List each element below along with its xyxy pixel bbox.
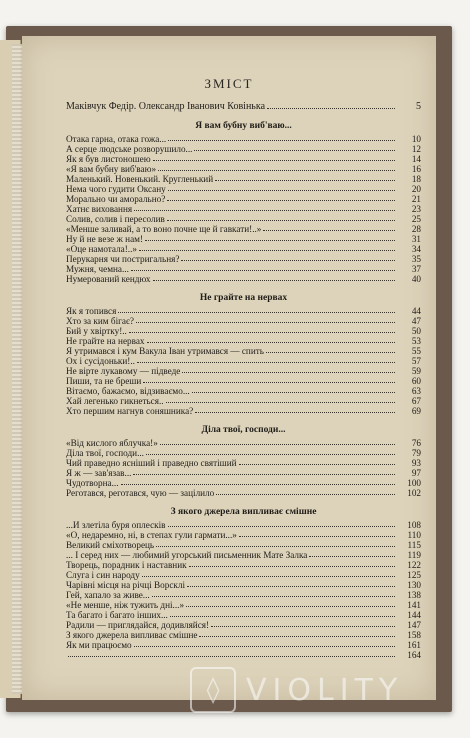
section-heading: Я вам бубну виб'ваю...	[195, 121, 292, 131]
toc-entry-page: 130	[407, 580, 421, 590]
toc-entry	[66, 366, 421, 376]
toc-entry-title: Бий у хвіртку!..	[66, 326, 127, 336]
watermark-text: VIOLITY	[246, 672, 404, 708]
toc-leader-dots	[195, 412, 395, 413]
toc-entry	[66, 100, 421, 112]
toc-entry-title: «Не менше, ніж тужить дні...»	[66, 600, 185, 610]
toc-entry-title: Хто першим нагнув соняшника?	[66, 406, 194, 416]
toc-entry	[66, 620, 421, 630]
toc-entry-title: Я утримався і кум Вакула Іван утримався — спить	[66, 346, 264, 356]
toc-leader-dots	[145, 240, 395, 241]
toc-entry	[66, 488, 421, 498]
toc-entry	[66, 244, 421, 254]
toc-entry-page: 97	[411, 468, 421, 478]
toc-entry-title: Великий сміхотворець	[66, 540, 155, 550]
toc-entry-page: 23	[411, 204, 421, 214]
toc-entry-title: «О, недаремно, ні, в степах гули гармати...»	[66, 530, 237, 540]
toc-leader-dots	[121, 484, 396, 485]
toc-entry-page: 5	[416, 101, 421, 112]
toc-entry-page: 108	[407, 520, 421, 530]
toc-entry	[66, 134, 421, 144]
toc-entry-page: 28	[411, 224, 421, 234]
toc-entry-page: 79	[411, 448, 421, 458]
toc-entry-title: Не вірте лукавому — підведе	[66, 366, 181, 376]
toc-entry	[66, 254, 421, 264]
toc-leader-dots	[266, 352, 395, 353]
toc-entry-page: 10	[411, 134, 421, 144]
toc-entry-title: Реготався, реготався, чую — зацілило	[66, 488, 215, 498]
toc-entry-title: Мужня, чемна...	[66, 264, 129, 274]
section-heading: Діла твої, господи...	[201, 425, 286, 435]
toc-entry-page: 125	[407, 570, 421, 580]
toc-entry	[66, 264, 421, 274]
toc-leader-dots	[187, 586, 395, 587]
toc-entry-title: Як ми працюємо	[66, 640, 132, 650]
toc-entry-page: 102	[407, 488, 421, 498]
toc-entry-title: Хто за ким бігає?	[66, 316, 135, 326]
toc-entry-title: Нумерований кендюх	[66, 274, 151, 284]
toc-entry	[66, 406, 421, 416]
toc-entry-page: 110	[407, 530, 421, 540]
toc-entry-page: 31	[411, 234, 421, 244]
toc-entry-title: Чий праведно ясніший і праведно святіший	[66, 458, 237, 468]
toc-entry	[66, 610, 421, 620]
toc-entry-title: З якого джерела випливає смішне	[66, 630, 198, 640]
toc-leader-dots	[153, 160, 395, 161]
toc-entry-title: Ох і сусідоньки!..	[66, 356, 135, 366]
toc-entry	[66, 306, 421, 316]
toc-leader-dots	[215, 180, 395, 181]
toc-entry-title: Маленький. Новенький. Кругленький	[66, 174, 214, 184]
toc-entry-page: 14	[411, 154, 421, 164]
toc-leader-dots	[68, 656, 395, 657]
toc-entry	[66, 184, 421, 194]
toc-entry	[66, 336, 421, 346]
toc-leader-dots	[168, 140, 395, 141]
toc-leader-dots	[211, 626, 395, 627]
toc-entry	[66, 326, 421, 336]
toc-leader-dots	[134, 646, 395, 647]
toc-entry-title: Діла твої, господи...	[66, 448, 144, 458]
violity-logo-icon: ◊	[190, 667, 236, 713]
toc-entry-page: 12	[411, 144, 421, 154]
toc-entry	[66, 274, 421, 284]
toc-leader-dots	[142, 576, 395, 577]
toc-leader-dots	[309, 556, 395, 557]
toc-entry-page: 18	[411, 174, 421, 184]
toc-entry	[66, 550, 421, 560]
toc-leader-dots	[168, 526, 395, 527]
toc-entry-page: 37	[411, 264, 421, 274]
toc-entry	[66, 164, 421, 174]
toc-entry-title: Перукарня чи постригальня?	[66, 254, 180, 264]
toc-leader-dots	[134, 210, 395, 211]
toc-entry	[66, 234, 421, 244]
toc-leader-dots	[129, 332, 395, 333]
toc-leader-dots	[170, 616, 395, 617]
toc-entry	[66, 204, 421, 214]
toc-entry-title: Як я був листоношею	[66, 154, 151, 164]
toc-entry	[66, 194, 421, 204]
toc-entry-page: 67	[411, 396, 421, 406]
toc-leader-dots	[267, 108, 395, 109]
toc-entry-title: Чудотворна...	[66, 478, 119, 488]
toc-entry-page: 40	[411, 274, 421, 284]
toc-entry-page: 50	[411, 326, 421, 336]
toc-entry-title: Вітаємо, бажаємо, відзиваємо...	[66, 386, 190, 396]
toc-leader-dots	[199, 636, 395, 637]
toc-entry	[66, 640, 421, 650]
toc-leader-dots	[189, 566, 395, 567]
toc-entry-title: «Від кислого яблучка!»	[66, 438, 158, 448]
toc-entry-page: 144	[407, 610, 421, 620]
toc-leader-dots	[152, 596, 395, 597]
toc-entry-title: Хатнє виховання	[66, 204, 133, 214]
toc-entry-page: 63	[411, 386, 421, 396]
toc-entry-title: Чарівні місця на річці Ворсклі	[66, 580, 186, 590]
toc-entry	[66, 540, 421, 550]
toc-entry-page: 16	[411, 164, 421, 174]
toc-leader-dots	[118, 312, 395, 313]
toc-title: ЗМІСТ	[204, 76, 254, 91]
toc-entry-title: ... І серед них — любимий угорський письменник Мате Залка	[66, 550, 308, 560]
section-heading: З якого джерела випливає смішне	[170, 507, 317, 517]
toc-entry	[66, 376, 421, 386]
toc-leader-dots	[166, 402, 395, 403]
toc-leader-dots	[239, 536, 395, 537]
toc-entry-title: Гей, хапало за живе...	[66, 590, 150, 600]
toc-entry	[66, 530, 421, 540]
toc-entry	[66, 520, 421, 530]
toc-entry-page: 122	[407, 560, 421, 570]
toc-entry	[66, 144, 421, 154]
toc-entries	[66, 100, 421, 660]
toc-entry-title: Солив, солив і пересолив	[66, 214, 165, 224]
toc-entry-title: Та багато і багато інших...	[66, 610, 168, 620]
toc-leader-dots	[147, 342, 395, 343]
toc-leader-dots	[137, 362, 395, 363]
toc-entry-page: 76	[411, 438, 421, 448]
toc-entry-page: 47	[411, 316, 421, 326]
toc-entry-title: ...И злетіла буря оплесків	[66, 520, 166, 530]
toc-entry-title: Радили — приглядайся, додивляйся!	[66, 620, 210, 630]
toc-entry-title: Слуга і син народу	[66, 570, 140, 580]
toc-leader-dots	[143, 382, 395, 383]
toc-leader-dots	[158, 170, 395, 171]
toc-entry	[66, 458, 421, 468]
toc-entry	[66, 396, 421, 406]
toc-entry-page: 164	[407, 650, 421, 660]
toc-leader-dots	[192, 392, 395, 393]
toc-entry	[66, 580, 421, 590]
toc-entry-page: 60	[411, 376, 421, 386]
toc-entry-page: 55	[411, 346, 421, 356]
toc-entry	[66, 590, 421, 600]
toc-entry	[66, 448, 421, 458]
toc-entry-page: 34	[411, 244, 421, 254]
toc-entry	[66, 650, 421, 660]
toc-leader-dots	[156, 546, 395, 547]
toc-entry	[66, 630, 421, 640]
toc-entry-title: Ну й не везе ж нам!	[66, 234, 144, 244]
toc-entry	[66, 174, 421, 184]
toc-entry	[66, 560, 421, 570]
toc-entry-title: «Оце намотала!..»	[66, 244, 137, 254]
toc-entry-page: 138	[407, 590, 421, 600]
toc-leader-dots	[168, 190, 395, 191]
toc-entry-title: А серце людське розворушило...	[66, 144, 193, 154]
toc-entry-title: Творець, порадник і наставник	[66, 560, 187, 570]
toc-entry-title: «Менше заливай, а то воно почне ще й гавкати!..»	[66, 224, 262, 234]
toc-entry	[66, 224, 421, 234]
toc-entry-page: 25	[411, 214, 421, 224]
toc-leader-dots	[182, 372, 395, 373]
toc-leader-dots	[186, 606, 395, 607]
toc-entry-page: 57	[411, 356, 421, 366]
toc-entry-page: 115	[407, 540, 421, 550]
toc-entry	[66, 154, 421, 164]
toc-entry	[66, 600, 421, 610]
toc-entry-page: 21	[411, 194, 421, 204]
toc-entry-page: 44	[411, 306, 421, 316]
toc-leader-dots	[153, 280, 395, 281]
toc-entry-title: Я ж — зав'язав...	[66, 468, 132, 478]
toc-leader-dots	[167, 200, 395, 201]
toc-entry-page: 53	[411, 336, 421, 346]
violity-watermark	[190, 664, 460, 716]
toc-page	[22, 36, 436, 700]
toc-entry	[66, 356, 421, 366]
toc-entry-page: 141	[407, 600, 421, 610]
toc-leader-dots	[167, 220, 395, 221]
toc-entry-page: 35	[411, 254, 421, 264]
toc-leader-dots	[239, 464, 395, 465]
toc-entry-title: Пиши, та не бреши	[66, 376, 142, 386]
toc-entry-title: Морально чи аморально?	[66, 194, 166, 204]
toc-entry-page: 158	[407, 630, 421, 640]
toc-entry	[66, 478, 421, 488]
toc-entry-page: 69	[411, 406, 421, 416]
toc-leader-dots	[139, 250, 395, 251]
toc-entry-page: 20	[411, 184, 421, 194]
toc-entry	[66, 214, 421, 224]
toc-entry-page: 119	[407, 550, 421, 560]
toc-entry-title: Хай легенько гикнеться..	[66, 396, 164, 406]
toc-entry-title: Отака гарна, отака гожа...	[66, 134, 167, 144]
toc-leader-dots	[136, 322, 395, 323]
toc-entry-title: Нема чого гудити Оксану	[66, 184, 166, 194]
toc-leader-dots	[131, 270, 395, 271]
toc-entry	[66, 346, 421, 356]
toc-entry-title: «Я вам бубну виб'ваю»	[66, 164, 157, 174]
toc-entry-page: 100	[407, 478, 421, 488]
toc-leader-dots	[160, 444, 395, 445]
toc-leader-dots	[263, 230, 395, 231]
toc-entry	[66, 438, 421, 448]
toc-leader-dots	[181, 260, 395, 261]
toc-leader-dots	[216, 494, 395, 495]
toc-entry-title: Як я топився	[66, 306, 117, 316]
toc-entry	[66, 386, 421, 396]
section-heading: Не грайте на нервах	[199, 293, 288, 303]
toc-leader-dots	[133, 474, 395, 475]
toc-entry-page: 93	[411, 458, 421, 468]
toc-leader-dots	[146, 454, 395, 455]
toc-entry-title: Не грайте на нервах	[66, 336, 145, 346]
toc-entry-page: 161	[407, 640, 421, 650]
toc-entry-page: 147	[407, 620, 421, 630]
toc-leader-dots	[194, 150, 395, 151]
toc-entry	[66, 316, 421, 326]
toc-entry	[66, 468, 421, 478]
toc-entry-page: 59	[411, 366, 421, 376]
toc-entry-title: Маківчук Федір. Олександр Іванович Ковінька	[66, 101, 266, 112]
toc-entry	[66, 570, 421, 580]
